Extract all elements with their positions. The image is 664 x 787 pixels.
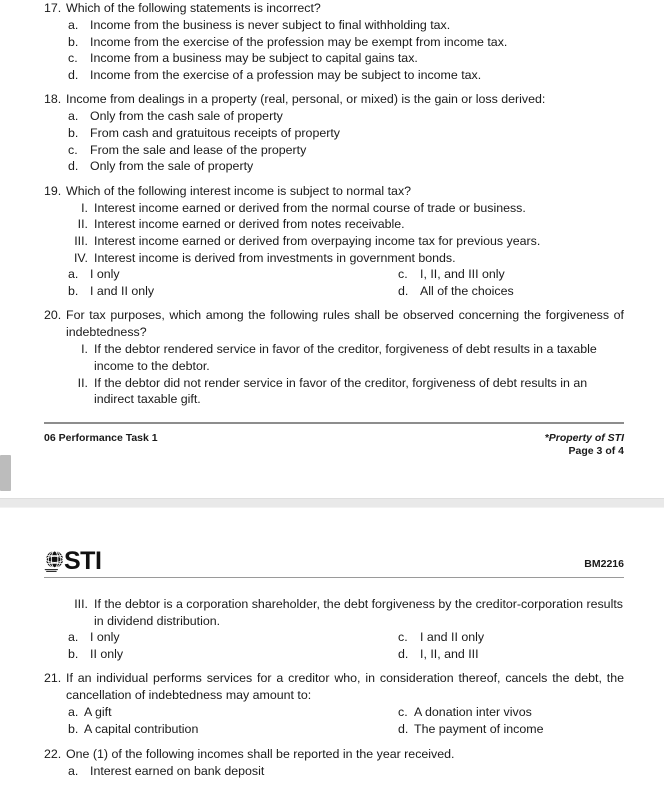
header-rule [44,577,624,578]
choice-19-c[interactable] [398,266,624,283]
question-20-text: For tax purposes, which among the following rules shall be observed concerning the forgiveness of indebtedness? [66,308,624,340]
question-17-choices [44,17,624,83]
statement-19-iii-marker: III. [74,233,88,248]
footer-task-label: 06 Performance Task 1 [44,432,158,444]
statement-19-i [68,200,624,217]
statement-20-iii-text: If the debtor is a corporation shareholder, the debt forgiveness by the creditor-corporation results in dividend distribution. [94,597,623,628]
statement-19-ii-text: Interest income earned or derived from notes receivable. [94,217,405,232]
question-22 [44,746,624,780]
question-20 [44,307,624,407]
choice-19-d-marker: d. [398,283,409,298]
choice-22-a[interactable] [68,763,624,780]
page-break-gap [0,498,664,508]
choice-19-d-text: All of the choices [420,283,514,298]
choice-21-d[interactable] [398,721,624,738]
choice-20-c-marker: c. [398,630,408,645]
choice-18-a-marker: a. [68,109,79,124]
question-22-number: 22. [44,746,62,761]
statement-20-iii-marker: III. [74,597,88,611]
choice-18-d-marker: d. [68,159,79,174]
question-19-number: 19. [44,183,62,198]
question-18 [44,91,624,174]
choice-17-a-marker: a. [68,18,79,32]
choice-18-c-text: From the sale and lease of the property [90,142,307,157]
choice-21-a-text: A gift [84,705,112,720]
choice-21-b-text: A capital contribution [84,721,199,736]
page-3-footer [44,422,624,458]
sti-brand [44,548,101,574]
choice-20-b-marker: b. [68,646,79,661]
question-21-choices [44,704,624,737]
statement-19-iii-text: Interest income earned or derived from overpaying income tax for previous years. [94,233,541,248]
page-4-content [44,596,624,787]
statement-19-iv-text: Interest income is derived from investments in government bonds. [94,250,456,265]
choice-19-b-marker: b. [68,283,79,298]
question-22-text: One (1) of the following incomes shall be reported in the year received. [66,746,455,761]
choice-19-a[interactable] [68,266,398,283]
choice-21-d-marker: d. [398,721,409,736]
choice-21-c[interactable] [398,704,624,721]
question-17 [44,0,624,83]
choice-18-a-text: Only from the cash sale of property [90,109,283,124]
statement-19-i-text: Interest income earned or derived from the normal course of trade or business. [94,200,526,215]
footer-row [44,432,624,458]
choice-20-a-text: I only [90,630,120,645]
choice-19-a-marker: a. [68,267,79,282]
choice-19-d[interactable] [398,283,624,300]
choice-17-a[interactable] [68,17,624,34]
choice-19-b-text: I and II only [90,283,155,298]
question-22-stem [44,746,624,763]
statement-19-iv [68,250,624,267]
choice-17-b-text: Income from the exercise of the profession may be exempt from income tax. [90,34,508,49]
statement-19-ii [68,216,624,233]
question-18-number: 18. [44,92,62,107]
choice-20-d[interactable] [398,646,624,663]
page-4-header [44,548,624,578]
choice-21-a-marker: a. [68,705,79,720]
statement-20-ii [68,375,624,408]
choice-20-d-marker: d. [398,646,409,661]
choice-17-d[interactable] [68,67,624,84]
choice-18-b-marker: b. [68,125,79,140]
choice-22-a-marker: a. [68,763,79,778]
question-21 [44,670,624,737]
choice-18-c-marker: c. [68,142,78,157]
choice-18-d-text: Only from the sale of property [90,159,254,174]
choice-19-b[interactable] [68,283,398,300]
header-course-code: BM2216 [584,558,624,570]
question-19-text: Which of the following interest income is subject to normal tax? [66,183,412,198]
choice-21-c-text: A donation inter vivos [414,705,532,720]
choice-17-c-marker: c. [68,51,78,66]
choice-21-b-marker: b. [68,721,79,736]
question-17-text: Which of the following statements is incorrect? [66,1,321,15]
footer-page-number: Page 3 of 4 [568,445,624,457]
question-19 [44,183,624,300]
choice-20-d-text: I, II, and III [420,646,479,661]
question-21-number: 21. [44,671,62,686]
choice-20-a[interactable] [68,629,398,646]
question-19-stem [44,183,624,200]
continued-question-20 [44,596,624,662]
question-21-stem [44,670,624,704]
sti-brand-text: STI [64,546,102,575]
page-4-header-row [44,548,624,577]
choice-20-c-text: I and II only [420,630,485,645]
choice-18-b-text: From cash and gratuitous receipts of property [90,125,340,140]
statement-20-i [68,341,624,374]
page-3-content [44,0,624,416]
choice-21-b[interactable] [68,721,398,738]
statement-19-iv-marker: IV. [73,250,88,265]
question-17-stem [44,0,624,17]
choice-20-c[interactable] [398,629,624,646]
question-18-text: Income from dealings in a property (real, personal, or mixed) is the gain or loss derived: [66,92,546,107]
choice-17-b-marker: b. [68,34,79,49]
choice-17-d-marker: d. [68,67,79,82]
question-19-choices [44,266,624,299]
choice-18-d[interactable] [68,158,624,175]
statement-19-i-marker: I. [81,200,88,215]
footer-rule [44,422,624,424]
choice-21-d-text: The payment of income [414,721,544,736]
choice-20-b[interactable] [68,646,398,663]
choice-19-c-marker: c. [398,267,408,282]
statement-20-i-marker: I. [81,342,88,357]
choice-17-c-text: Income from a business may be subject to capital gains tax. [90,51,418,66]
choice-20-b-text: II only [90,646,124,661]
statement-20-i-text: If the debtor rendered service in favor of the creditor, forgiveness of debt results in a taxable income to the debtor. [94,342,597,373]
statement-20-ii-text: If the debtor did not render service in favor of the creditor, forgiveness of debt results in an indirect taxable gift. [94,375,588,407]
question-19-statements [44,200,624,266]
footer-property-label: *Property of STI [544,432,624,444]
statement-19-iii [68,233,624,250]
question-18-choices [44,108,624,174]
choice-18-c[interactable] [68,142,624,159]
continued-question-20-choices [44,629,624,662]
question-20-stem [44,307,624,341]
footer-meta [545,432,624,458]
question-20-number: 20. [44,308,62,323]
question-20-statements [44,341,624,407]
vertical-scrollbar-thumb[interactable] [0,455,11,491]
question-21-text: If an individual performs services for a creditor who, in consideration thereof, cancels the debt, the cancellation of indebtedness may amount to: [66,671,624,703]
choice-19-a-text: I only [90,267,120,282]
choice-17-b[interactable] [68,34,624,51]
choice-17-c[interactable] [68,50,624,67]
choice-18-b[interactable] [68,125,624,142]
question-18-stem [44,91,624,108]
choice-21-a[interactable] [68,704,398,721]
choice-17-d-text: Income from the exercise of a profession may be subject to income tax. [90,67,482,82]
continued-statement-group [44,596,624,629]
choice-22-a-text: Interest earned on bank deposit [90,763,265,778]
question-22-choices [44,763,624,780]
choice-17-a-text: Income from the business is never subject to final withholding tax. [90,18,451,32]
choice-21-c-marker: c. [398,705,408,720]
choice-18-a[interactable] [68,108,624,125]
statement-19-ii-marker: II. [77,217,88,232]
choice-19-c-text: I, II, and III only [420,267,505,282]
document-page-4 [0,508,664,778]
question-17-number: 17. [44,1,62,15]
page-gap-line-top [0,498,664,499]
sti-globe-logo-icon [44,548,66,574]
statement-20-ii-marker: II. [77,375,88,390]
choice-20-a-marker: a. [68,630,79,645]
statement-20-iii [68,596,624,629]
